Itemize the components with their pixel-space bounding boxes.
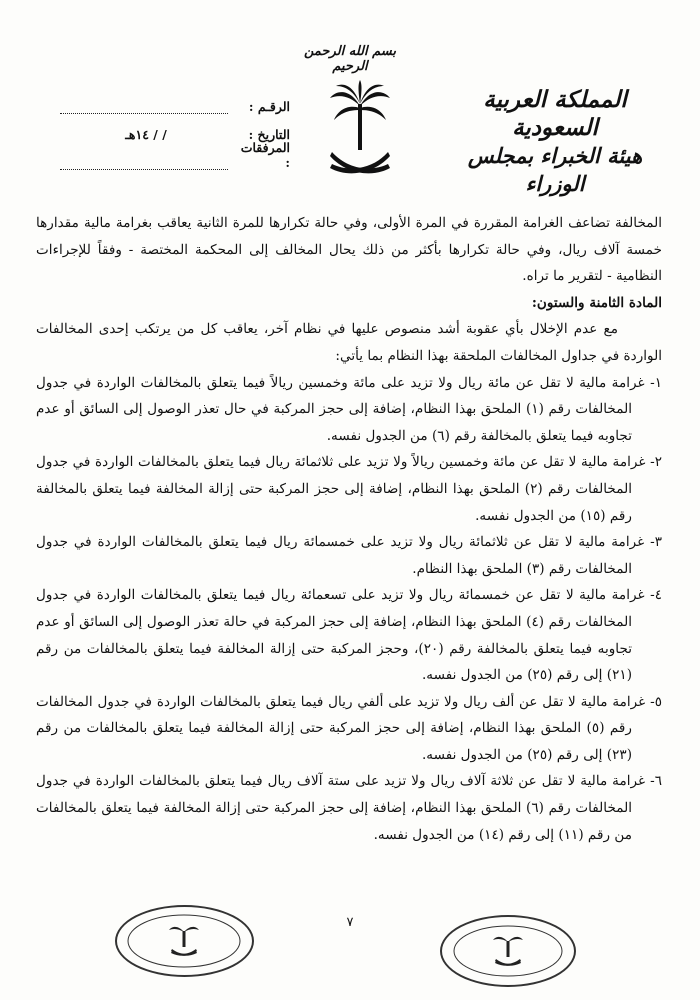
reference-label: الرقـم :: [248, 99, 290, 114]
attachments-label: المرفقات :: [240, 140, 290, 170]
attachments-row: [60, 142, 290, 170]
continuation-paragraph: المخالفة تضاعف الغرامة المقررة في المرة الأولى، وفي حالة تكرارها للمرة الثانية يعاقب بغرامة مالية مقدارها خمسة آلاف ريال، وفي حالة تكرارها بأكثر من ذلك يحال المخالف إلى المحكمة المختصة - وفقاً للإجراءات النظامية - لتقرير ما تراه.: [36, 215, 662, 285]
letterhead-title: [440, 86, 670, 198]
document-body: [36, 210, 662, 848]
date-field: / / ١٤هـ: [125, 127, 167, 142]
list-item: ٥- غرامة مالية لا تقل عن ألف ريال ولا تزيد على ألفي ريال فيما يتعلق بالمخالفات الواردة في جدول المخالفات رقم (٥) الملحق بهذا النظام، إضافة إلى حجز المركبة حتى إزالة المخالفة فيما يتعلق بالمخالفات من رقم (٢٣) إلى رقم (٢٥) من الجدول نفسه.: [36, 693, 662, 763]
authority-name: هيئة الخبراء بمجلس الوزراء: [467, 143, 643, 196]
saudi-emblem-icon: [328, 80, 392, 180]
official-stamp: [440, 915, 576, 987]
date-label: التاريخ :: [248, 127, 290, 142]
list-item: ٦- غرامة مالية لا تقل عن ثلاثة آلاف ريال ولا تزيد على ستة آلاف ريال فيما يتعلق بالمخالفات الواردة في جدول المخالفات رقم (٦) الملحق بهذا النظام، إضافة إلى حجز المركبة حتى إزالة المخالفة فيما يتعلق بالمخالفات من رقم (١١) إلى رقم (١٤) من الجدول نفسه.: [36, 773, 662, 843]
list-item: ٤- غرامة مالية لا تقل عن خمسمائة ريال ولا تزيد على تسعمائة ريال فيما يتعلق بالمخالفات الواردة في جدول المخالفات رقم (٤) الملحق بهذا النظام، إضافة إلى حجز المركبة في حالة تعذر الوصول إلى السائق أو عدم تجاوبه فيما يتعلق بالمخالفة رقم (٢٠)، وحجز المركبة حتى إزالة المخالفة فيما يتعلق بالمخالفات من رقم (٢١) إلى رقم (٢٥) من الجدول نفسه.: [36, 587, 662, 684]
stamp-emblem-icon: [442, 917, 574, 985]
authority-stamp: [115, 905, 254, 977]
article-title: المادة الثامنة والستون:: [531, 294, 662, 311]
list-item: ١- غرامة مالية لا تقل عن مائة ريال ولا تزيد على مائة وخمسين ريالاً فيما يتعلق بالمخالفات الواردة في جدول المخالفات رقم (١) الملحق بهذا النظام، إضافة إلى حجز المركبة في حال تعذر الوصول إلى السائق أو عدم تجاوبه فيما يتعلق بالمخالفة رقم (٦) من الجدول نفسه.: [36, 374, 662, 444]
stamp-emblem-icon: [117, 907, 252, 975]
basmala: بسم الله الرحمن الرحيم: [304, 44, 396, 74]
page-number: ٧: [346, 915, 354, 930]
reference-block: [60, 86, 290, 170]
reference-field: [60, 99, 228, 114]
attachments-field: [60, 155, 228, 170]
date-row: [60, 114, 290, 142]
list-item: ٢- غرامة مالية لا تقل عن مائة وخمسين ريالاً ولا تزيد على ثلاثمائة ريال فيما يتعلق بالمخالفات الواردة في جدول المخالفات رقم (٢) الملحق بهذا النظام، إضافة إلى حجز المركبة حتى إزالة المخالفة فيما يتعلق بالمخالفة رقم (١٥) من الجدول نفسه.: [36, 454, 662, 524]
reference-row: [60, 86, 290, 114]
kingdom-name: المملكة العربية السعودية: [483, 86, 627, 141]
intro-paragraph: مع عدم الإخلال بأي عقوبة أشد منصوص عليها في نظام آخر، يعاقب كل من يرتكب إحدى المخالفات الواردة في جداول المخالفات الملحقة بهذا النظام بما يأتي:: [36, 321, 662, 364]
list-item: ٣- غرامة مالية لا تقل عن ثلاثمائة ريال ولا تزيد على خمسمائة ريال فيما يتعلق بالمخالفات الواردة في جدول المخالفات رقم (٣) الملحق بهذا النظام.: [36, 534, 662, 577]
